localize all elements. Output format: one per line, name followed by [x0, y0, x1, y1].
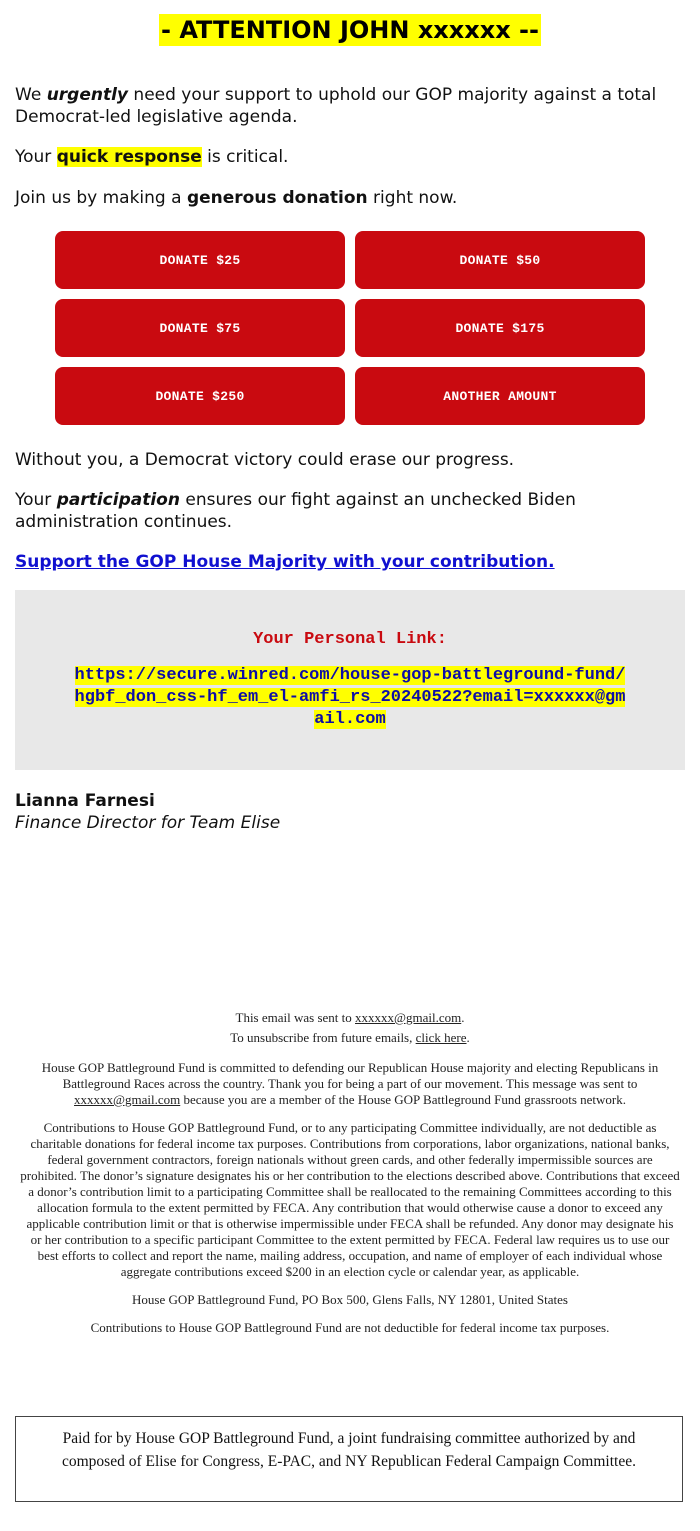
sent-to-line: This email was sent to xxxxxx@gmail.com.: [235, 1010, 465, 1025]
urgently-emphasis: urgently: [46, 85, 129, 105]
personal-link-label: Your Personal Link:: [253, 630, 447, 649]
about-email-link[interactable]: xxxxxx@gmail.com: [74, 1092, 181, 1107]
personal-link-box: [15, 590, 685, 770]
signature-name: Lianna Farnesi: [15, 791, 155, 811]
another-amount-button[interactable]: ANOTHER AMOUNT: [355, 367, 645, 425]
intro-paragraph-3: Join us by making a generous donation right now.: [15, 188, 458, 208]
intro-paragraph-1: We urgently need your support to uphold our GOP majority against a total Democrat-led legislative agenda.: [15, 85, 657, 127]
attention-title: - ATTENTION JOHN xxxxxx --: [161, 16, 539, 44]
email-footer: [20, 1010, 680, 1348]
donate-button-grid: [55, 231, 645, 425]
signature-title: Finance Director for Team Elise: [15, 813, 281, 833]
unsubscribe-line: To unsubscribe from future emails, click here.: [230, 1030, 470, 1045]
participation-emphasis: participation: [56, 490, 180, 510]
paid-for-disclaimer-box: [15, 1416, 683, 1502]
body-paragraph-2: Your participation ensures our fight against an unchecked Biden administration continues.: [15, 490, 576, 532]
support-gop-link[interactable]: Support the GOP House Majority with your contribution.: [15, 552, 555, 572]
donate-75-button[interactable]: DONATE $75: [55, 299, 345, 357]
quick-response-highlight: quick response: [56, 147, 202, 167]
body-paragraph-1: Without you, a Democrat victory could erase our progress.: [15, 450, 515, 470]
unsubscribe-link[interactable]: click here: [415, 1030, 467, 1045]
donate-175-button[interactable]: DONATE $175: [355, 299, 645, 357]
mailing-address: House GOP Battleground Fund, PO Box 500, Glens Falls, NY 12801, United States: [132, 1292, 568, 1307]
intro-paragraph-2: Your quick response is critical.: [15, 147, 289, 167]
personal-link-url[interactable]: https://secure.winred.com/house-gop-battleground-fund/hgbf_don_css-hf_em_el-amfi_rs_20240522?email=xxxxxx@gmail.com: [74, 666, 626, 729]
paid-for-text: Paid for by House GOP Battleground Fund, a joint fundraising committee authorized by and composed of Elise for Congress, E-PAC, and NY Republican Federal Campaign Committee.: [62, 1430, 636, 1470]
personal-link-url-wrap: [70, 665, 630, 731]
sent-to-email-link[interactable]: xxxxxx@gmail.com: [355, 1010, 462, 1025]
not-deductible-note: Contributions to House GOP Battleground Fund are not deductible for federal income tax purposes.: [90, 1320, 610, 1335]
attention-header: [0, 14, 700, 48]
donate-25-button[interactable]: DONATE $25: [55, 231, 345, 289]
donate-250-button[interactable]: DONATE $250: [55, 367, 345, 425]
donate-50-button[interactable]: DONATE $50: [355, 231, 645, 289]
generous-donation-bold: generous donation: [186, 188, 368, 208]
email-page: [0, 14, 700, 1531]
about-paragraph: House GOP Battleground Fund is committed to defending our Republican House majority and electing Republicans in Battleground Races across the country. Thank you for being a part of our movement. This message was sent to xxxxxx@gmail.com because you are a member of the House GOP Battleground Fund grassroots network.: [41, 1060, 659, 1107]
contributions-disclaimer: Contributions to House GOP Battleground Fund, or to any participating Committee individually, are not deductible as charitable donations for federal income tax purposes. Contributions from corporations, labor organizations, national banks, federal government contractors, foreign nationals without green cards, and other federally impermissible sources are prohibited. The donor’s signature designates his or her contribution to the elections described above. Contributions that exceed a donor’s contribution limit to a participating Committee shall be reallocated to the remaining Committees according to this allocation formula to the extent permitted by FECA. Any contribution that would otherwise cause a donor to exceed any applicable contribution limit or that is otherwise impermissible under FECA shall be refunded. Any donor may designate his or her contribution to a specific participant Committee to the extent permitted by FECA. Federal law requires us to use our best efforts to collect and report the name, mailing address, occupation, and name of employer of each individual whose aggregate contributions exceed $200 in an election cycle or calendar year, as applicable.: [20, 1120, 680, 1279]
